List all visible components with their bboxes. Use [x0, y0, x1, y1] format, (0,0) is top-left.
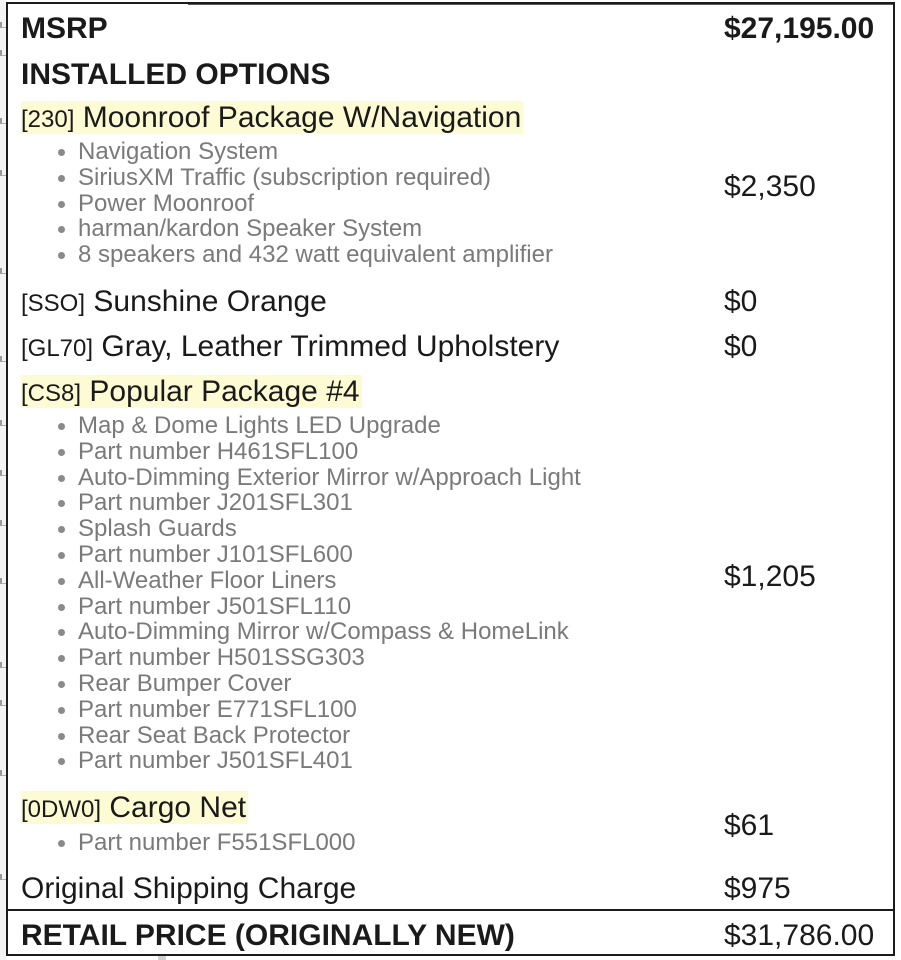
list-item: Part number J501SFL110: [44, 594, 581, 620]
bullet-icon: [58, 423, 65, 430]
bullet-icon: [58, 707, 65, 714]
bullet-icon: [58, 201, 65, 208]
option-feature-list-moonroof: [44, 139, 553, 268]
bullet-icon: [58, 758, 65, 765]
option-code: [230]: [21, 106, 75, 133]
bullet-icon: [58, 252, 65, 259]
option-title-popular-package: [21, 375, 362, 409]
bullet-icon: [58, 175, 65, 182]
bullet-icon: [58, 149, 65, 156]
top-rule: [188, 4, 893, 5]
list-item: SiriusXM Traffic (subscription required): [44, 165, 553, 191]
list-item: Part number E771SFL100: [44, 697, 581, 723]
list-item: Part number H501SSG303: [44, 645, 581, 671]
list-item: Part number J101SFL600: [44, 542, 581, 568]
option-code: [GL70]: [21, 335, 94, 362]
installed-options-heading: INSTALLED OPTIONS: [21, 58, 331, 91]
total-divider: [8, 909, 893, 911]
list-item: Rear Bumper Cover: [44, 671, 581, 697]
shipping-label: Original Shipping Charge: [21, 872, 357, 905]
list-item: Splash Guards: [44, 516, 581, 542]
list-item: Map & Dome Lights LED Upgrade: [44, 413, 581, 439]
list-item: Part number J201SFL301: [44, 490, 581, 516]
option-title-cargo-net: [21, 791, 248, 825]
bullet-icon: [58, 449, 65, 456]
bullet-icon: [58, 604, 65, 611]
window-sticker-panel: [6, 2, 895, 956]
list-item: 8 speakers and 432 watt equivalent amplifier: [44, 242, 553, 268]
option-code: [SSO]: [21, 290, 86, 317]
msrp-value: $27,195.00: [724, 12, 875, 45]
bullet-icon: [58, 733, 65, 740]
bullet-icon: [58, 552, 65, 559]
option-title-moonroof: [21, 101, 523, 135]
shipping-value: $975: [724, 872, 791, 905]
bullet-icon: [58, 526, 65, 533]
option-code: [CS8]: [21, 380, 82, 407]
option-title-sunshine-orange: [21, 285, 327, 319]
list-item: Auto-Dimming Mirror w/Compass & HomeLink: [44, 619, 581, 645]
bullet-icon: [58, 840, 65, 847]
option-price-cargo-net: $61: [724, 809, 775, 842]
list-item: All-Weather Floor Liners: [44, 568, 581, 594]
list-item: Part number H461SFL100: [44, 439, 581, 465]
bullet-icon: [58, 578, 65, 585]
retail-value: $31,786.00: [724, 919, 875, 952]
list-item: harman/kardon Speaker System: [44, 216, 553, 242]
option-name: Gray, Leather Trimmed Upholstery: [101, 330, 560, 363]
bullet-icon: [58, 500, 65, 507]
option-price-moonroof: $2,350: [724, 170, 816, 203]
bullet-icon: [58, 629, 65, 636]
option-title-gray-leather: [21, 330, 559, 364]
list-item: Navigation System: [44, 139, 553, 165]
option-feature-list-popular-package: [44, 413, 581, 774]
option-price-popular-package: $1,205: [724, 560, 816, 593]
list-item: Part number F551SFL000: [44, 830, 356, 856]
option-name: Cargo Net: [109, 791, 247, 824]
option-name: Popular Package #4: [89, 375, 360, 408]
option-name: Moonroof Package W/Navigation: [82, 101, 522, 134]
bullet-icon: [58, 681, 65, 688]
list-item: Power Moonroof: [44, 191, 553, 217]
bullet-icon: [58, 655, 65, 662]
option-name: Sunshine Orange: [93, 285, 327, 318]
option-price-sunshine-orange: $0: [724, 285, 758, 318]
msrp-label: MSRP: [21, 12, 108, 45]
list-item: Part number J501SFL401: [44, 748, 581, 774]
bullet-icon: [58, 475, 65, 482]
retail-label: RETAIL PRICE (ORIGINALLY NEW): [21, 919, 515, 952]
option-price-gray-leather: $0: [724, 330, 758, 363]
option-feature-list-cargo-net: [44, 830, 356, 856]
bullet-icon: [58, 226, 65, 233]
option-code: [0DW0]: [21, 796, 102, 823]
list-item: Auto-Dimming Exterior Mirror w/Approach Light: [44, 465, 581, 491]
list-item: Rear Seat Back Protector: [44, 723, 581, 749]
